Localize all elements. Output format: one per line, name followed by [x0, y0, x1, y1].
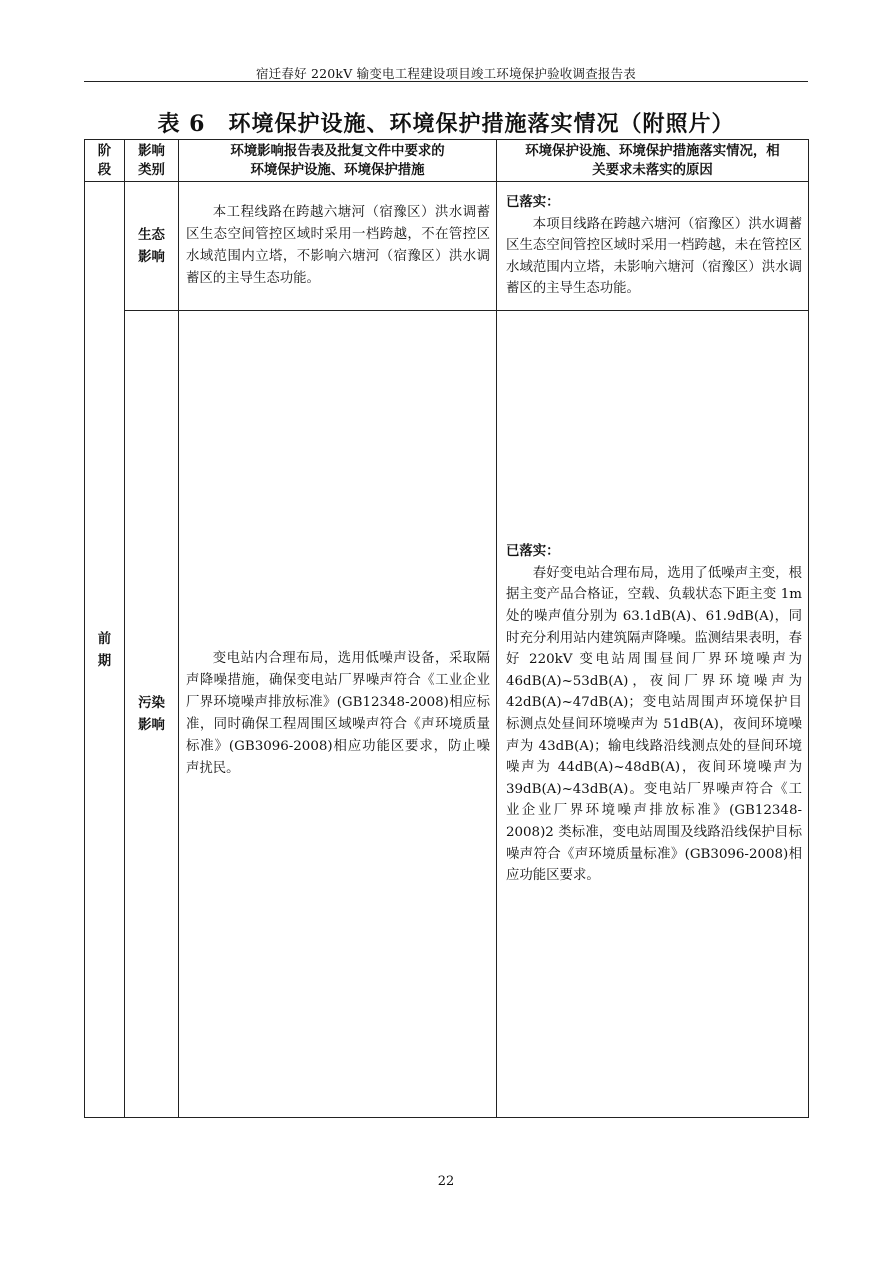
header-implementation — [497, 140, 809, 182]
category-label-line2: 影响 — [138, 717, 165, 733]
implementation-text: 本项目线路在跨越六塘河（宿豫区）洪水调蓄区生态空间管控区域时采用一档跨越，未在管控区水域范围内立塔，未影响六塘河（宿豫区）洪水调蓄区的主导生态功能。 — [506, 216, 802, 297]
implementation-cell-ecological — [497, 182, 809, 311]
table-row-ecological — [85, 182, 809, 311]
stage-cell — [85, 182, 125, 1118]
implementation-cell-pollution — [497, 311, 809, 1118]
stage-label-line2: 期 — [97, 652, 112, 669]
requirement-text: 本工程线路在跨越六塘河（宿豫区）洪水调蓄区生态空间管控区域时采用一档跨越，不在管控区水域范围内立塔，不影响六塘河（宿豫区）洪水调蓄区的主导生态功能。 — [186, 205, 490, 286]
header-requirement-line1: 环境影响报告表及批复文件中要求的 — [230, 142, 445, 159]
header-rule — [84, 81, 808, 82]
measures-table — [84, 139, 809, 1118]
header-implementation-line1: 环境保护设施、环境保护措施落实情况，相 — [525, 142, 780, 159]
running-header: 宿迁春好 220kV 输变电工程建设项目竣工环境保护验收调查报告表 — [255, 66, 636, 81]
table-title: 表 6 环境保护设施、环境保护措施落实情况（附照片） — [157, 111, 735, 137]
status-label: 已落实： — [506, 543, 560, 560]
page-number: 22 — [437, 1174, 455, 1189]
header-stage-line1: 阶 — [97, 142, 112, 159]
header-requirement-line2: 环境保护设施、环境保护措施 — [250, 161, 425, 178]
header-category-line2: 类别 — [138, 161, 165, 178]
stage-label-line1: 前 — [97, 630, 112, 647]
header-category-line1: 影响 — [138, 142, 165, 159]
header-requirement — [179, 140, 497, 182]
header-implementation-line2: 关要求未落实的原因 — [592, 161, 713, 178]
requirement-cell-pollution — [179, 311, 497, 1118]
implementation-text: 春好变电站合理布局，选用了低噪声主变，根据主变产品合格证，空载、负载状态下距主变 1m 处的噪声值分别为 63.1dB(A)、61.9dB(A)，同时充分利用站内建筑隔声降噪。监测结果表明，春好 220kV 变电站周围昼间厂界环境噪声为 46dB(A)~53dB(A)，夜间厂界环境噪声为 42dB(A)~47dB(A)；变电站周围声环境保护目标测点处昼间环境噪声为 51dB(A)，夜间环境噪声为 43dB(A)；输电线路沿线测点处的昼间环境噪声为 44dB(A)~48dB(A)，夜间环境噪声为 39dB(A)~43dB(A)。变电站厂界噪声符合《工业企业厂界环境噪声排放标准》(GB12348-2008)2 类标准，变电站周围及线路沿线保护目标噪声符合《声环境质量标准》(GB3096-2008)相应功能区要求。 — [506, 565, 802, 884]
category-label-line1: 生态 — [138, 227, 165, 243]
table-row-pollution — [85, 311, 809, 1118]
requirement-cell-ecological — [179, 182, 497, 311]
header-row — [85, 140, 809, 182]
header-stage-line2: 段 — [97, 161, 112, 178]
category-label-line2: 影响 — [138, 249, 165, 265]
category-cell-pollution — [125, 311, 179, 1118]
header-category — [125, 140, 179, 182]
category-label-line1: 污染 — [138, 695, 165, 711]
status-label: 已落实： — [506, 194, 560, 211]
requirement-text: 变电站内合理布局，选用低噪声设备，采取隔声降噪措施，确保变电站厂界噪声符合《工业企业厂界环境噪声排放标准》(GB12348-2008)相应标准，同时确保工程周围区域噪声符合《声环境质量标准》(GB3096-2008)相应功能区要求，防止噪声扰民。 — [186, 651, 490, 776]
category-cell-ecological — [125, 182, 179, 311]
header-stage — [85, 140, 125, 182]
